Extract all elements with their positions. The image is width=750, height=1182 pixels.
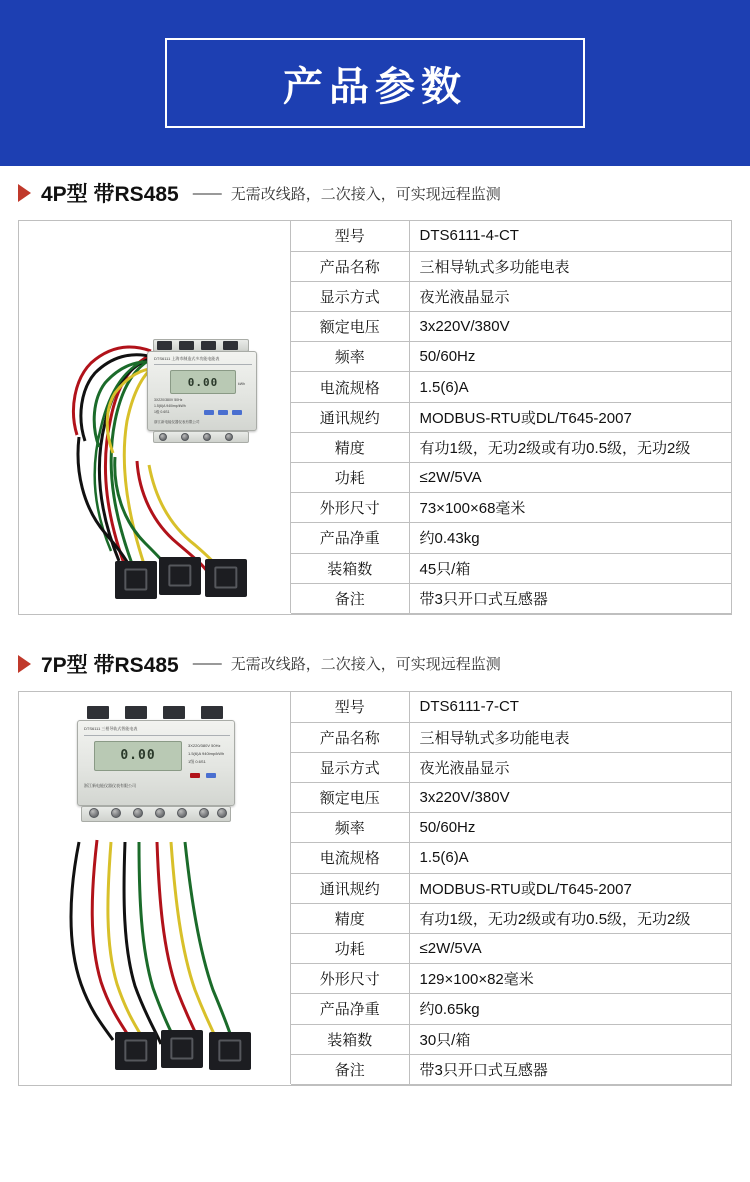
spec-value: 有功1级，无功2级或有功0.5级，无功2级 xyxy=(409,432,731,462)
table-row xyxy=(291,692,731,722)
spec-key: 精度 xyxy=(291,903,409,933)
spec-key: 显示方式 xyxy=(291,281,409,311)
lcd-reading: 0.00 xyxy=(187,375,219,389)
spec-value: 30只/箱 xyxy=(409,1024,731,1054)
table-row xyxy=(291,523,731,553)
spec-value: 约0.43kg xyxy=(409,523,731,553)
spec-key: 通讯规约 xyxy=(291,873,409,903)
spec-value: MODBUS-RTU或DL/T645-2007 xyxy=(409,873,731,903)
spec-table-7p xyxy=(291,692,731,1085)
table-row xyxy=(291,342,731,372)
spec-value: 45只/箱 xyxy=(409,553,731,583)
table-row xyxy=(291,493,731,523)
spec-key: 备注 xyxy=(291,583,409,613)
table-row xyxy=(291,281,731,311)
product-block-7p xyxy=(18,691,732,1086)
arrow-right-icon xyxy=(18,184,31,202)
table-row xyxy=(291,933,731,963)
spec-value: DTS6111-7-CT xyxy=(409,692,731,722)
spec-value: 129×100×82毫米 xyxy=(409,964,731,994)
spec-value: 有功1级，无功2级或有功0.5级，无功2级 xyxy=(409,903,731,933)
spec-value: 带3只开口式互感器 xyxy=(409,1054,731,1084)
spec-value: 三相导轨式多功能电表 xyxy=(409,251,731,281)
spec-value: DTS6111-4-CT xyxy=(409,221,731,251)
spec-key: 型号 xyxy=(291,221,409,251)
spec-key: 频率 xyxy=(291,342,409,372)
table-row xyxy=(291,722,731,752)
spec-key: 频率 xyxy=(291,813,409,843)
product-image-7p xyxy=(19,692,291,1084)
spec-key: 精度 xyxy=(291,432,409,462)
spec-value: 50/60Hz xyxy=(409,342,731,372)
spec-value: 夜光液晶显示 xyxy=(409,752,731,782)
product-image-4p xyxy=(19,221,291,613)
table-row xyxy=(291,752,731,782)
spec-key: 型号 xyxy=(291,692,409,722)
table-row xyxy=(291,402,731,432)
spec-key: 显示方式 xyxy=(291,752,409,782)
table-row xyxy=(291,873,731,903)
section-4p-subtitle: 无需改线路，二次接入，可实现远程监测 xyxy=(230,185,501,203)
spec-key: 备注 xyxy=(291,1054,409,1084)
spec-key: 功耗 xyxy=(291,463,409,493)
page-title: 产品参数 xyxy=(283,63,467,110)
spec-key: 额定电压 xyxy=(291,783,409,813)
spec-key: 产品名称 xyxy=(291,251,409,281)
spec-value: 1.5(6)A xyxy=(409,372,731,402)
section-7p-dash: —— xyxy=(192,655,221,673)
table-row xyxy=(291,553,731,583)
lcd-reading: 0.00 xyxy=(120,748,156,764)
table-row xyxy=(291,372,731,402)
meter-device-4p: DTS6111 上海市制造式多功能电能表 0.00 kWh 3X220/380V 50Hz 1.5(6)A 940imp/kWh 1级 0.6S1 浙江新电能仪器仪表有限公司 xyxy=(147,339,257,443)
lcd-unit: kWh xyxy=(238,382,245,386)
section-4p-heading xyxy=(18,166,732,220)
spec-value: 约0.65kg xyxy=(409,994,731,1024)
spec-key: 产品净重 xyxy=(291,994,409,1024)
table-row xyxy=(291,432,731,462)
spec-key: 外形尺寸 xyxy=(291,964,409,994)
spec-value: 50/60Hz xyxy=(409,813,731,843)
product-block-4p xyxy=(18,220,732,615)
spec-key: 通讯规约 xyxy=(291,402,409,432)
page-banner xyxy=(0,0,750,166)
spec-value: 1.5(6)A xyxy=(409,843,731,873)
spec-value: ≤2W/5VA xyxy=(409,933,731,963)
spec-value: 3x220V/380V xyxy=(409,783,731,813)
spec-value: 73×100×68毫米 xyxy=(409,493,731,523)
table-row xyxy=(291,843,731,873)
table-row xyxy=(291,221,731,251)
spec-key: 电流规格 xyxy=(291,843,409,873)
meter-device-7p: DTS6111 三相导轨式智能电表 0.00 3X220/380V 50Hz 1.5(6)A 940imp/kWh 1级 0.6S1 浙江新电能仪器仪表有限公司 xyxy=(77,706,235,832)
table-row xyxy=(291,1024,731,1054)
table-row xyxy=(291,903,731,933)
ct-clamp xyxy=(209,1032,251,1070)
ct-clamp xyxy=(159,557,201,595)
spec-key: 产品净重 xyxy=(291,523,409,553)
spec-value: ≤2W/5VA xyxy=(409,463,731,493)
section-7p-title: 7P型 带RS485 xyxy=(41,653,179,677)
table-row xyxy=(291,463,731,493)
ct-clamp xyxy=(205,559,247,597)
spec-value: 带3只开口式互感器 xyxy=(409,583,731,613)
table-row xyxy=(291,1054,731,1084)
section-4p-dash: —— xyxy=(192,184,221,202)
section-7p xyxy=(0,637,750,1086)
spec-key: 功耗 xyxy=(291,933,409,963)
table-row xyxy=(291,813,731,843)
spec-value: 三相导轨式多功能电表 xyxy=(409,722,731,752)
ct-clamp xyxy=(161,1030,203,1068)
ct-clamp xyxy=(115,561,157,599)
section-7p-heading xyxy=(18,637,732,691)
ct-clamp xyxy=(115,1032,157,1070)
spec-table-4p xyxy=(291,221,731,614)
section-4p-title: 4P型 带RS485 xyxy=(41,183,179,206)
spec-value: 3x220V/380V xyxy=(409,312,731,342)
spec-key: 装箱数 xyxy=(291,1024,409,1054)
table-row xyxy=(291,312,731,342)
arrow-right-icon xyxy=(18,655,31,673)
table-row xyxy=(291,583,731,613)
table-row xyxy=(291,251,731,281)
table-row xyxy=(291,994,731,1024)
spec-key: 外形尺寸 xyxy=(291,493,409,523)
spec-key: 产品名称 xyxy=(291,722,409,752)
section-4p xyxy=(0,166,750,615)
spec-value: 夜光液晶显示 xyxy=(409,281,731,311)
table-row xyxy=(291,783,731,813)
spec-key: 额定电压 xyxy=(291,312,409,342)
section-7p-subtitle: 无需改线路，二次接入，可实现远程监测 xyxy=(230,656,501,674)
spec-key: 电流规格 xyxy=(291,372,409,402)
banner-frame xyxy=(165,38,585,128)
spec-key: 装箱数 xyxy=(291,553,409,583)
spec-value: MODBUS-RTU或DL/T645-2007 xyxy=(409,402,731,432)
table-row xyxy=(291,964,731,994)
